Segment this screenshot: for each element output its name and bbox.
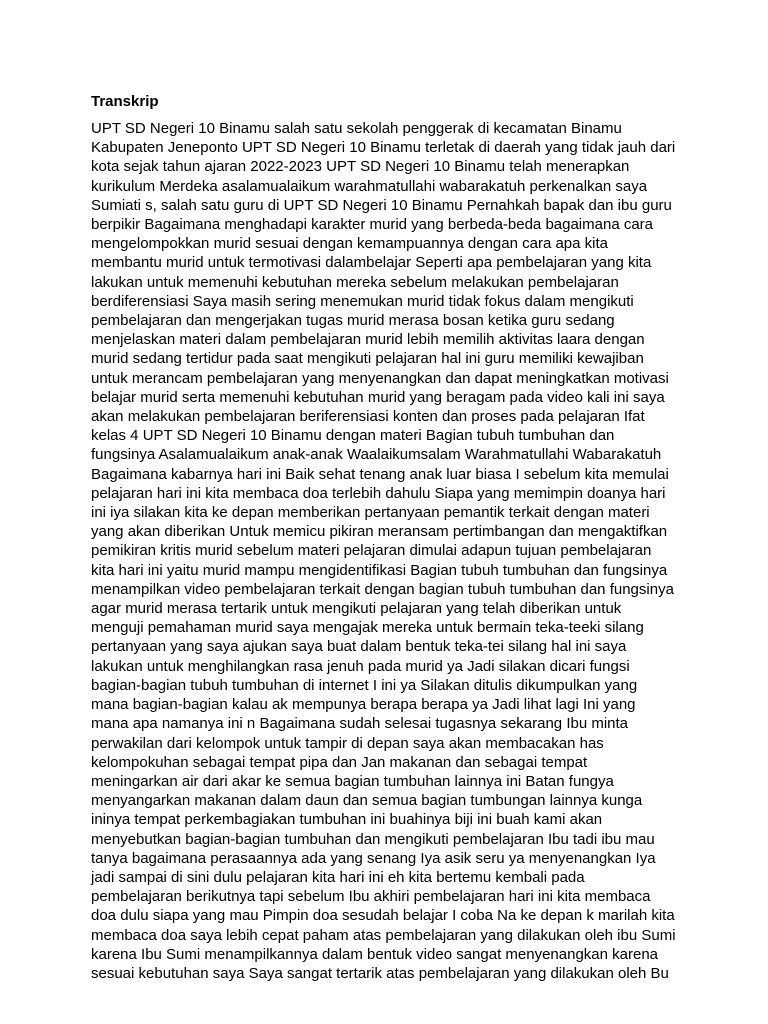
transcript-line: pelajaran hari ini kita membaca doa terlebih dahulu Siapa yang memimpin doanya hari	[91, 484, 666, 502]
transcript-line: doa dulu siapa yang mau Pimpin doa sesudah belajar I coba Na ke depan k marilah kita	[91, 907, 675, 925]
transcript-line: menjelaskan materi dalam pembelajaran murid lebih memilih aktivitas laara dengan	[91, 331, 645, 349]
transcript-line: kelompokuhan sebagai tempat pipa dan Jan makanan dan sebagai tempat	[91, 753, 588, 771]
transcript-line: bagian-bagian tubuh tumbuhan di internet I ini ya Silakan ditulis dikumpulkan yang	[91, 676, 638, 694]
transcript-line: menyangarkan makanan dalam daun dan semua bagian tumbungan lainnya kunga	[91, 792, 643, 810]
transcript-line: menguji pemahaman murid saya mengajak mereka untuk bermain teka-teeki silang	[91, 619, 644, 637]
transcript-line: kelas 4 UPT SD Negeri 10 Binamu dengan materi Bagian tubuh tumbuhan dan	[91, 427, 615, 445]
transcript-line: lakukan untuk menghilangkan rasa jenuh pada murid ya Jadi silakan dicari fungsi	[91, 657, 630, 675]
transcript-line: UPT SD Negeri 10 Binamu salah satu sekolah penggerak di kecamatan Binamu	[91, 120, 622, 137]
transcript-line: Sumiati s, salah satu guru di UPT SD Negeri 10 Binamu Pernahkah bapak dan ibu guru	[91, 196, 672, 214]
transcript-line: belajar murid serta memenuhi kebutuhan murid yang beragam pada video kali ini saya	[91, 388, 665, 406]
transcript-line: tanya bagaimana perasaannya ada yang senang Iya asik seru ya menyenangkan Iya	[91, 849, 656, 867]
transcript-line: ini iya silakan kita ke depan memberikan pertanyaan pemantik terkait dengan materi	[91, 504, 650, 522]
document-page	[91, 92, 691, 983]
transcript-line: karena Ibu Sumi menampilkannya dalam bentuk video sangat menyenangkan karena	[91, 945, 659, 963]
transcript-line: pembelajaran berikutnya tapi sebelum Ibu akhiri pembelajaran hari ini kita membaca	[91, 888, 651, 906]
transcript-line: untuk merancam pembelajaran yang menyenangkan dan dapat meningkatkan motivasi	[91, 369, 669, 387]
transcript-line: kota sejak tahun ajaran 2022-2023 UPT SD Negeri 10 Binamu telah menerapkan	[91, 158, 630, 176]
transcript-line: membaca doa saya lebih cepat paham atas pembelajaran yang dilakukan oleh ibu Sumi	[91, 926, 676, 944]
transcript-line: murid sedang tertidur pada saat mengikuti pelajaran hal ini guru memiliki kewajiban	[91, 350, 644, 368]
transcript-line: menampilkan video pembelajaran terkait dengan bagian tubuh tumbuhan dan fungsinya	[91, 580, 674, 598]
transcript-line: yang akan diberikan Untuk memicu pikiran meransam pertimbangan dan mengaktifkan	[91, 523, 668, 541]
transcript-line: mana bagian-bagian kalau ak mempunya berapa berapa ya Jadi lihat lagi Ini yang	[91, 696, 636, 714]
transcript-line: lakukan untuk memenuhi kebutuhan mereka sebelum melakukan pembelajaran	[91, 273, 619, 291]
transcript-line: berpikir Bagaimana menghadapi karakter murid yang berbeda-beda bagaimana cara	[91, 216, 654, 234]
transcript-line: fungsinya Asalamualaikum anak-anak Waalaikumsalam Warahmatullahi Wabarakatuh	[91, 446, 662, 464]
transcript-line: mengelompokkan murid sesuai dengan kemampuannya dengan cara apa kita	[91, 235, 608, 253]
transcript-line: kurikulum Merdeka asalamualaikum warahmatullahi wabarakatuh perkenalkan saya	[91, 177, 648, 195]
transcript-line: sesuai kebutuhan saya Saya sangat tertarik atas pembelajaran yang dilakukan oleh Bu	[91, 964, 669, 982]
document-title: Transkrip	[91, 93, 159, 110]
transcript-line: pertanyaan yang saya ajukan saya buat dalam bentuk teka-tei silang hal ini saya	[91, 638, 627, 656]
transcript-line: jadi sampai di sini dulu pelajaran kita hari ini eh kita bertemu kembali pada	[91, 868, 585, 886]
transcript-line: pemikiran kritis murid sebelum materi pelajaran dimulai adapun tujuan pembelajaran	[91, 542, 652, 560]
transcript-line: berdiferensiasi Saya masih sering menemukan murid tidak fokus dalam mengikuti	[91, 292, 634, 310]
transcript-line: akan melakukan pembelajaran beriferensiasi konten dan proses pada pelajaran Ifat	[91, 408, 645, 426]
transcript-line: Kabupaten Jeneponto UPT SD Negeri 10 Binamu terletak di daerah yang tidak jauh dari	[91, 139, 676, 157]
transcript-line: Bagaimana kabarnya hari ini Baik sehat tenang anak luar biasa I sebelum kita memulai	[91, 465, 669, 483]
transcript-line: kita hari ini yaitu murid mampu mengidentifikasi Bagian tubuh tumbuhan dan fungsinya	[91, 561, 668, 579]
transcript-line: membantu murid untuk termotivasi dalambelajar Seperti apa pembelajaran yang kita	[91, 254, 652, 272]
transcript-line: pembelajaran dan mengerjakan tugas murid merasa bosan ketika guru sedang	[91, 312, 615, 330]
transcript-line: perwakilan dari kelompok untuk tampir di depan saya akan membacakan has	[91, 734, 604, 752]
transcript-body	[91, 119, 691, 983]
transcript-line: mana apa namanya ini n Bagaimana sudah selesai tugasnya sekarang Ibu minta	[91, 715, 629, 733]
transcript-line: menyebutkan bagian-bagian tumbuhan dan mengikuti pembelajaran Ibu tadi ibu mau	[91, 830, 655, 848]
transcript-line: meningarkan air dari akar ke semua bagian tumbuhan lainnya ini Batan fungya	[91, 772, 614, 790]
transcript-line: ininya tempat perkembagiakan tumbuhan ini buahinya biji ini buah kami akan	[91, 811, 603, 829]
transcript-line: agar murid merasa tertarik untuk mengikuti pelajaran yang telah diberikan untuk	[91, 600, 622, 618]
